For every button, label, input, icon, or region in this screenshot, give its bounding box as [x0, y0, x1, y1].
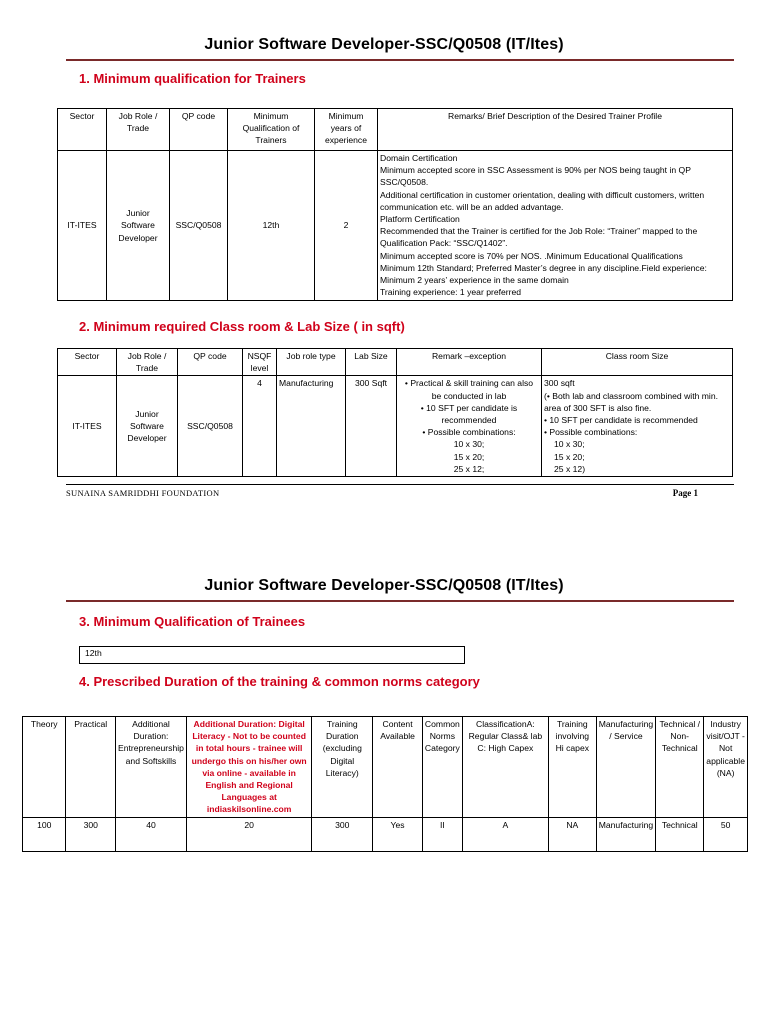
- remark-line: 25 x 12;: [453, 463, 485, 474]
- classroom-line: (• Both lab and classroom combined with min. area of 300 SFT is also fine.: [544, 390, 719, 413]
- col-job-role-type: Job role type: [277, 349, 346, 376]
- cell-remarks: [378, 151, 733, 301]
- cell-min-years: 2: [315, 151, 378, 301]
- section-1-heading: 1. Minimum qualification for Trainers: [79, 71, 306, 86]
- col-class-room-size: Class room Size: [542, 349, 733, 376]
- remark-line: Domain Certification: [380, 153, 458, 163]
- remark-line: 10 x 30;: [453, 439, 485, 450]
- cell-job-role: Junior Software Developer: [117, 376, 178, 477]
- col-manufacturing-service: Manufacturing / Service: [596, 717, 655, 818]
- page-title: Junior Software Developer-SSC/Q0508 (IT/Ites): [204, 36, 564, 53]
- col-sector: Sector: [58, 349, 117, 376]
- classroom-line: 300 sqft: [544, 378, 575, 389]
- classroom-line: • Possible combinations:: [544, 427, 638, 438]
- col-training-duration: Training Duration (excluding Digital Literacy): [312, 717, 373, 818]
- col-job-role: Job Role / Trade: [107, 109, 170, 151]
- col-industry-visit: Industry visit/OJT - Not applicable (NA): [704, 717, 748, 818]
- col-nsqf-level: NSQF level: [243, 349, 277, 376]
- remark-line: Minimum 12th Standard; Preferred Master’s degree in any discipline.Field experience: Minimum 2 years’ experience in the same domain: [380, 262, 707, 286]
- cell-additional-entrepreneurship: 40: [116, 817, 187, 851]
- cell-sector: IT-ITES: [58, 376, 117, 477]
- remark-line: • 10 SFT per candidate is recommended: [420, 402, 518, 426]
- section-2-heading: 2. Minimum required Class room & Lab Size ( in sqft): [79, 319, 405, 334]
- classroom-line: • 10 SFT per candidate is recommended: [544, 415, 698, 426]
- col-technical: Technical / Non-Technical: [656, 717, 704, 818]
- col-qp-code: QP code: [170, 109, 228, 151]
- cell-class-room-size: [542, 376, 733, 477]
- cell-content-available: Yes: [373, 817, 423, 851]
- remark-line: 15 x 20;: [453, 451, 485, 462]
- title-rule: [66, 59, 734, 61]
- remark-line: • Practical & skill training can also be conducted in lab: [404, 378, 534, 401]
- footer-page-number: Page 1: [672, 488, 698, 498]
- section-3-heading: 3. Minimum Qualification of Trainees: [79, 614, 306, 629]
- footer-organization: SUNAINA SAMRIDDHI FOUNDATION: [66, 488, 220, 498]
- col-qp-code: QP code: [178, 349, 243, 376]
- col-remarks: Remarks/ Brief Description of the Desired Trainer Profile: [378, 109, 733, 151]
- classroom-line: 25 x 12): [554, 463, 586, 474]
- section-4-heading: 4. Prescribed Duration of the training & common norms category: [79, 674, 480, 689]
- remark-line: Training experience: 1 year preferred: [380, 287, 522, 298]
- classroom-lab-table: [57, 348, 733, 477]
- col-additional-entrepreneurship: Additional Duration: Entrepreneurship and Softskills: [116, 717, 187, 818]
- remark-line: Recommended that the Trainer is certified for the Job Role: “Trainer” mapped to the Qualification Pack: “SSC/Q1402”.: [380, 226, 698, 249]
- cell-industry-visit: 50: [704, 817, 748, 851]
- cell-nsqf-level: 4: [243, 376, 277, 477]
- col-hi-capex: Training involving Hi capex: [548, 717, 596, 818]
- cell-practical: 300: [66, 817, 116, 851]
- trainee-qualification-box: 12th: [79, 646, 465, 664]
- remark-line: Minimum accepted score in SSC Assessment is 90% per NOS being taught in QP SSC/Q0508.: [380, 165, 691, 188]
- cell-theory: 100: [23, 817, 66, 851]
- title-rule: [66, 600, 734, 602]
- col-lab-size: Lab Size: [346, 349, 397, 376]
- cell-manufacturing-service: Manufacturing: [596, 817, 655, 851]
- col-practical: Practical: [66, 717, 116, 818]
- remark-line: Platform Certification: [380, 214, 460, 225]
- cell-hi-capex: NA: [548, 817, 596, 851]
- cell-min-qualification: 12th: [228, 151, 315, 301]
- col-job-role: Job Role / Trade: [117, 349, 178, 376]
- cell-common-norms: II: [422, 817, 462, 851]
- cell-training-duration: 300: [312, 817, 373, 851]
- remark-line: Minimum accepted score is 70% per NOS. .Minimum Educational Qualifications: [380, 250, 683, 261]
- cell-qp-code: SSC/Q0508: [170, 151, 228, 301]
- cell-remark-exception: [397, 376, 542, 477]
- col-min-years: Minimum years of experience: [315, 109, 378, 151]
- col-theory: Theory: [23, 717, 66, 818]
- cell-classification: A: [462, 817, 548, 851]
- col-content-available: Content Available: [373, 717, 423, 818]
- col-common-norms: Common Norms Category: [422, 717, 462, 818]
- cell-lab-size: 300 Sqft: [346, 376, 397, 477]
- footer-rule: [66, 484, 734, 485]
- duration-norms-table: [22, 716, 748, 852]
- classroom-line: 10 x 30;: [554, 439, 585, 450]
- col-remark-exception: Remark –exception: [397, 349, 542, 376]
- col-classification: ClassificationA: Regular Class& lab C: High Capex: [462, 717, 548, 818]
- cell-technical: Technical: [656, 817, 704, 851]
- col-min-qualification: Minimum Qualification of Trainers: [228, 109, 315, 151]
- col-sector: Sector: [58, 109, 107, 151]
- cell-job-role-type: Manufacturing: [277, 376, 346, 477]
- classroom-line: 15 x 20;: [554, 451, 585, 462]
- page-title: Junior Software Developer-SSC/Q0508 (IT/Ites): [204, 577, 564, 594]
- cell-qp-code: SSC/Q0508: [178, 376, 243, 477]
- cell-sector: IT-ITES: [58, 151, 107, 301]
- cell-job-role: Junior Software Developer: [107, 151, 170, 301]
- trainer-qualification-table: [57, 108, 733, 301]
- remark-line: Additional certification in customer orientation, dealing with difficult customers, written communication etc. will be an added advantage.: [380, 189, 705, 212]
- remark-line: • Possible combinations:: [422, 427, 516, 438]
- cell-digital-literacy: 20: [186, 817, 311, 851]
- col-digital-literacy: Additional Duration: Digital Literacy - Not to be counted in total hours - trainee will undergo this on his/her own via online - available in English and Regional Languages at indiaskilsonline.com: [186, 717, 311, 818]
